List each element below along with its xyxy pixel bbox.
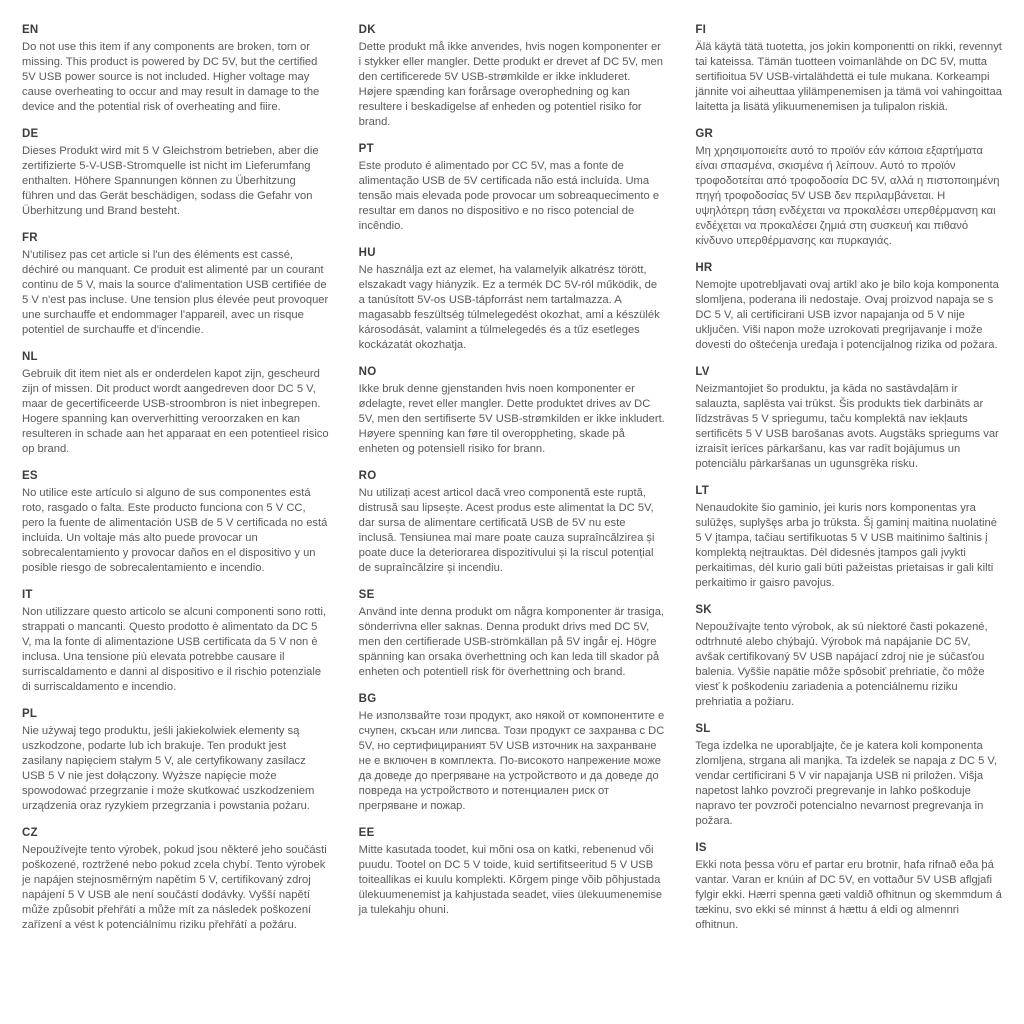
column-3 bbox=[695, 24, 1002, 1014]
column-2 bbox=[359, 24, 666, 1014]
warning-text: Nie używaj tego produktu, jeśli jakiekolwiek elementy są uszkodzone, podarte lub ich brakuje. Ten produkt jest zasilany napięciem stałym 5 V, ale certyfikowany zasilacz USB 5 V nie jest dołączony. Wyższe napięcie może spowodować przegrzanie i może skutkować uszkodzeniem urządzenia oraz ryzykiem przegrzania i powstania pożaru. bbox=[22, 725, 315, 812]
column-1 bbox=[22, 24, 329, 1014]
warning-text: Este produto é alimentado por CC 5V, mas a fonte de alimentação USB de 5V certificada não está incluída. Uma tensão mais elevada pode provocar um sobreaquecimento e resultar em danos no dispositivo e no risco potencial de incêndio. bbox=[358, 160, 660, 232]
language-code-label: SL bbox=[695, 723, 711, 735]
warning-text: Dieses Produkt wird mit 5 V Gleichstrom betrieben, aber die zertifizierte 5-V-USB-Stromquelle ist nicht im Lieferumfang enthalten. Höhere Spannungen können zu Überhitzung führen und das Gerät beschädigen, sodass die Gefahr von Überhitzung und Brand besteht. bbox=[22, 145, 319, 217]
warning-text: No utilice este artículo si alguno de sus componentes está roto, rasgado o falta. Este producto funciona con 5 V CC, pero la fuente de alimentación USB de 5 V certificada no está incluida. Un voltaje más alto puede provocar un sobrecalentamiento y provocar daños en el dispositivo y un posible riesgo de sobrecalentamiento e incendio. bbox=[22, 487, 328, 574]
language-section-ee bbox=[359, 827, 666, 918]
language-code-label: NL bbox=[22, 351, 38, 363]
warning-text: Nu utilizați acest articol dacă vreo componentă este ruptă, distrusă sau lipsește. Acest produs este alimentat la DC 5V, dar sursa de alimentare certificată USB de 5V nu este inclusă. Tensiunea mai mare poate cauza supraîncălzirea și poate duce la deteriorarea dispozitivului și la riscul potențial de supraîncălzire și incendiu. bbox=[358, 487, 655, 574]
language-code-label: LV bbox=[695, 366, 710, 378]
warning-text: Nepoužívejte tento výrobek, pokud jsou některé jeho součásti poškozené, roztržené nebo pokud zcela chybí. Tento výrobek je napájen stejnosměrným napětím 5 V, certifikovaný zdroj napájení 5 V USB ale není součástí dodávky. Vyšší napětí může způsobit přehřátí a může mít za následek poškození zařízení a vést k potenciálnímu riziku přehřátí a požáru. bbox=[22, 844, 327, 931]
language-code-label: DK bbox=[358, 24, 376, 36]
language-section-it bbox=[22, 589, 329, 695]
language-section-fr bbox=[22, 232, 329, 338]
warning-text: Neizmantojiet šo produktu, ja kāda no sastāvdaļām ir salauzta, saplēsta vai trūkst. Šis produkts tiek darbināts ar līdzstrāvas 5 V spriegumu, taču komplektā nav iekļauts sertificēts 5 V USB barošanas avots. Augstāks spriegums var izraisīt ierīces pārkaršanu, kas var radīt bojājumus un potenciālu pārkaršanas un ugunsgrēka risku. bbox=[695, 383, 999, 470]
language-code-label: PL bbox=[22, 708, 38, 720]
warning-text: Älä käytä tätä tuotetta, jos jokin komponentti on rikki, revennyt tai kateissa. Tämän tuotteen voimanlähde on DC 5V, mutta sertifioitua 5V USB-virtalähdettä ei tule mukana. Korkeampi jännite voi aiheuttaa ylilämpenemisen ja tämä voi vahingoittaa laitetta ja lisätä ylikuumenemisen ja tulipalon riskiä. bbox=[695, 41, 1002, 113]
language-code-label: EE bbox=[358, 827, 375, 839]
warning-text: N'utilisez pas cet article si l'un des éléments est cassé, déchiré ou manquant. Ce produit est alimenté par un courant continu de 5 V, mais la source d'alimentation USB certifiée de 5 V n'est pas incluse. Une tension plus élevée peut provoquer une surchauffe et endommager l'appareil, avec un risque potentiel de surchauffe et d'incendie. bbox=[22, 249, 329, 336]
language-code-label: IS bbox=[695, 842, 707, 854]
warning-text: Ne használja ezt az elemet, ha valamelyik alkatrész törött, elszakadt vagy hiányzik. Ez a termék DC 5V-ról működik, de a tanúsított 5V-os USB-tápforrást nem tartalmazza. A magasabb feszültség túlmelegedést okozhat, ami a készülék károsodását, valamint a túlmelegedés és a tűz esetleges kockázatát okozhatja. bbox=[358, 264, 660, 351]
language-section-fi bbox=[695, 24, 1002, 115]
language-code-label: GR bbox=[695, 128, 714, 140]
warning-text: Nemojte upotrebljavati ovaj artikl ako je bilo koja komponenta slomljena, poderana ili nedostaje. Ovaj proizvod napaja se s DC 5 V, ali certificirani USB izvor napajanja od 5 V nije uključen. Viši napon može uzrokovati pregrijavanje i može dovesti do oštećenja uređaja i potencijalnog rizika od požara. bbox=[695, 279, 999, 351]
language-section-hu bbox=[359, 247, 666, 353]
warning-text: Nepoužívajte tento výrobok, ak sú niektoré časti pokazené, odtrhnuté alebo chýbajú. Výrobok má napájanie DC 5V, avšak certifikovaný 5V USB napájací zdroj nie je súčasťou balenia. Vyššie napätie môže spôsobiť prehriatie, čo môže viesť k poškodeniu zariadenia a potenciálnemu riziku prehriatia a požiaru. bbox=[695, 621, 988, 708]
warning-text: Ikke bruk denne gjenstanden hvis noen komponenter er ødelagte, revet eller mangler. Dette produktet drives av DC 5V, men den sertifiserte 5V USB-strømkilden er ikke inkludert. Høyere spenning kan føre til overoppheting, skade på enheten og potensiell risiko for brann. bbox=[358, 383, 665, 455]
language-section-nl bbox=[22, 351, 329, 457]
language-section-no bbox=[359, 366, 666, 457]
warning-text: Non utilizzare questo articolo se alcuni componenti sono rotti, strappati o mancanti. Questo prodotto è alimentato da DC 5 V, ma la fonte di alimentazione USB certificata da 5 V non è inclusa. Una tensione più elevata potrebbe causare il surriscaldamento e danni al dispositivo e il rischio potenziale di surriscaldamento e incendio. bbox=[22, 606, 327, 693]
language-code-label: DE bbox=[22, 128, 39, 140]
language-section-hr bbox=[695, 262, 1002, 353]
language-section-de bbox=[22, 128, 329, 219]
language-code-label: NO bbox=[358, 366, 377, 378]
language-code-label: ES bbox=[22, 470, 38, 482]
language-section-es bbox=[22, 470, 329, 576]
language-code-label: SK bbox=[695, 604, 712, 616]
language-section-pl bbox=[22, 708, 329, 814]
language-code-label: PT bbox=[358, 143, 374, 155]
warning-text: Mitte kasutada toodet, kui mõni osa on katki, rebenenud või puudu. Tootel on DC 5 V toide, kuid sertifitseeritud 5 V USB toiteallikas ei kuulu komplekti. Kõrgem pinge võib põhjustada ülekuumenemist ja kahjustada seadet, viies ülekuumenemise ja tulekahju ohuni. bbox=[358, 844, 663, 916]
warning-text: Не използвайте този продукт, ако някой от компонентите е счупен, скъсан или липсва. Този продукт се захранва с DC 5V, но сертифицираният 5V USB източник на захранване не е включен в комплекта. По-високото напрежение може да доведе до прегряване на устройството и да доведе до повреда на устройството и потенциален риск от прегряване и пожар. bbox=[358, 710, 665, 812]
language-code-label: FI bbox=[695, 24, 707, 36]
warning-text: Tega izdelka ne uporabljajte, če je katera koli komponenta zlomljena, strgana ali manjka. Ta izdelek se napaja z DC 5 V, vendar certificirani 5 V vir napajanja USB ni priložen. Višja napetost lahko povzroči pregrevanje in lahko poškoduje napravo ter povzroči potencialno nevarnost pregrevanja in požara. bbox=[695, 740, 997, 827]
warning-text: Do not use this item if any components are broken, torn or missing. This product is powered by DC 5V, but the certified 5V USB power source is not included. Higher voltage may cause overheating to occur and may result in damage to the device and the potential risk of overheating and fiire. bbox=[22, 41, 320, 113]
language-section-cz bbox=[22, 827, 329, 933]
language-section-gr bbox=[695, 128, 1002, 249]
language-section-sl bbox=[695, 723, 1002, 829]
language-section-sk bbox=[695, 604, 1002, 710]
warning-text: Använd inte denna produkt om några komponenter är trasiga, sönderrivna eller saknas. Denna produkt drivs med DC 5V, men den certifierade USB-strömkällan på 5V ingår ej. Högre spänning kan orsaka överhettning och kan leda till skador på enheten och potentiell risk för överhettning och brand. bbox=[358, 606, 665, 678]
language-code-label: EN bbox=[22, 24, 39, 36]
language-code-label: SE bbox=[358, 589, 375, 601]
language-section-lt bbox=[695, 485, 1002, 591]
language-section-dk bbox=[359, 24, 666, 130]
warning-text: Μη χρησιμοποιείτε αυτό το προϊόν εάν κάποια εξαρτήματα είναι σπασμένα, σκισμένα ή λείπουν. Αυτό το προϊόν τροφοδοτείται από τροφοδοσία DC 5V, αλλά η πιστοποιημένη πηγή τροφοδοσίας 5V USB δεν περιλαμβάνεται. Η υψηλότερη τάση ενδέχεται να προκαλέσει υπερθέρμανση και ενδέχεται να προκαλέσει ζημιά στη συσκευή και πιθανό κίνδυνο υπερθέρμανσης και πυρκαγιάς. bbox=[695, 145, 1000, 247]
language-section-en bbox=[22, 24, 329, 115]
language-code-label: CZ bbox=[22, 827, 38, 839]
language-section-se bbox=[359, 589, 666, 680]
language-code-label: IT bbox=[22, 589, 33, 601]
language-code-label: BG bbox=[358, 693, 377, 705]
language-section-bg bbox=[359, 693, 666, 814]
warning-text: Nenaudokite šio gaminio, jei kuris nors komponentas yra sulūžęs, suplyšęs arba jo trūksta. Šį gaminį maitina nuolatinė 5 V įtampa, tačiau sertifikuotas 5 V USB maitinimo šaltinis į komplektą neįtrauktas. Dėl didesnės įtampos gali įvykti perkaitimas, dėl kurio gali būti pažeistas prietaisas ir gali kilti perkaitimo ir gaisro pavojus. bbox=[695, 502, 997, 589]
language-code-label: HR bbox=[695, 262, 713, 274]
warning-text: Ekki nota þessa vöru ef partar eru brotnir, hafa rifnað eða þá vantar. Varan er knúin af DC 5V, en vottaður 5V USB aflgjafi fylgir ekki. Hærri spenna gæti valdið ofhitnun og skemmdum á tækinu, svo ekki sé minnst á hættu á eldi og almennri ofhitnun. bbox=[695, 859, 1002, 931]
language-section-is bbox=[695, 842, 1002, 933]
language-section-ro bbox=[359, 470, 666, 576]
language-code-label: LT bbox=[695, 485, 709, 497]
language-code-label: FR bbox=[22, 232, 38, 244]
language-code-label: RO bbox=[358, 470, 377, 482]
warning-text: Dette produkt må ikke anvendes, hvis nogen komponenter er i stykker eller mangler. Dette produkt er drevet af DC 5V, men den certificerede 5V USB-strømkilde er ikke inkluderet. Højere spænding kan forårsage overophedning og kan resultere i beskadigelse af enheden og potentiel risiko for brand. bbox=[358, 41, 663, 128]
language-section-lv bbox=[695, 366, 1002, 472]
language-code-label: HU bbox=[358, 247, 376, 259]
warning-text: Gebruik dit item niet als er onderdelen kapot zijn, gescheurd zijn of missen. Dit product wordt aangedreven door DC 5 V, maar de gecertificeerde USB-stroombron is niet inbegrepen. Hogere spanning kan oververhitting veroorzaken en kan resulteren in schade aan het apparaat en een potentieel risico op brand. bbox=[22, 368, 329, 455]
language-section-pt bbox=[359, 143, 666, 234]
